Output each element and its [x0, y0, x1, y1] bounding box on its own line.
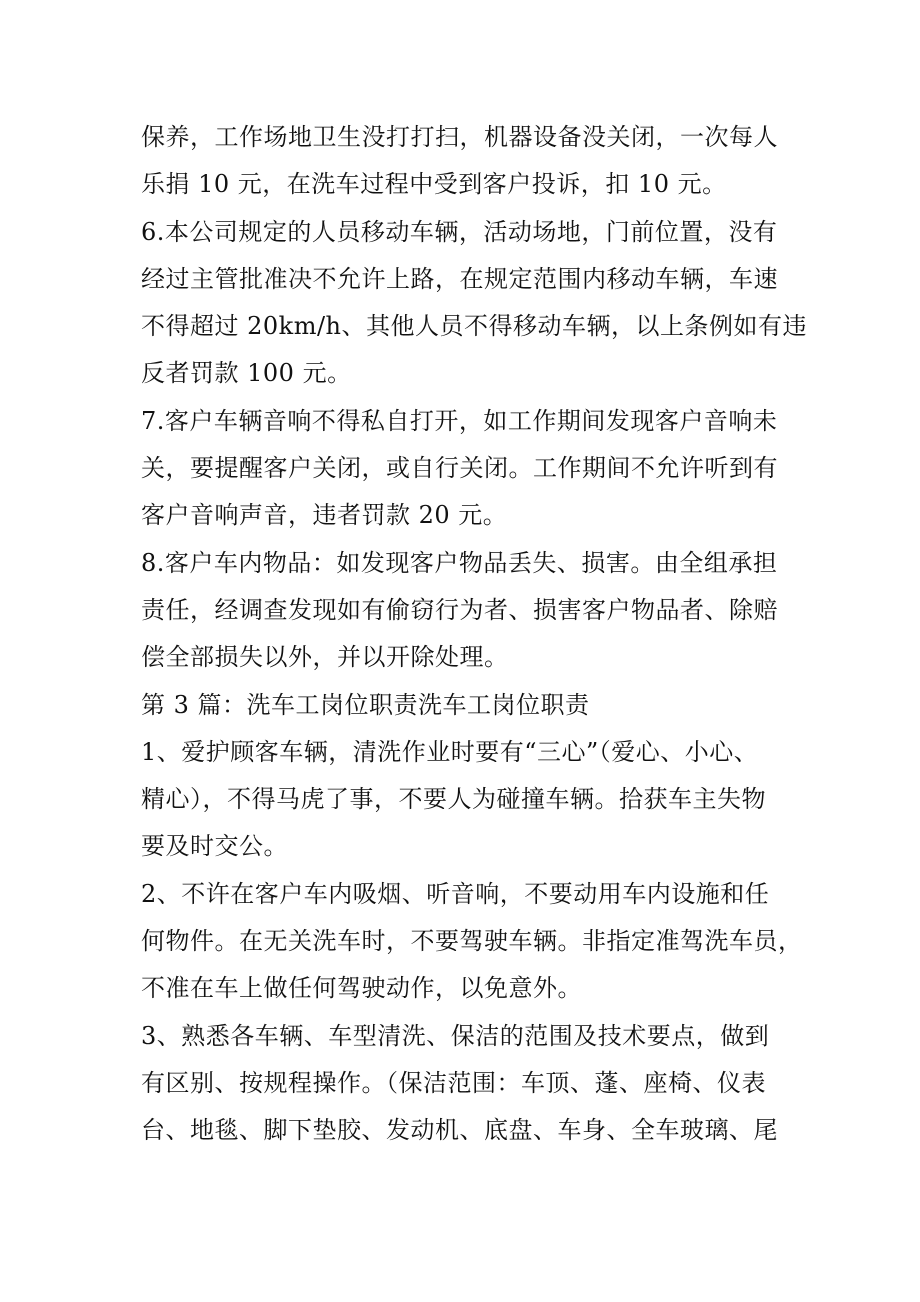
text-line: 责任，经调查发现如有偷窃行为者、损害客户物品者、除赔 — [141, 595, 778, 624]
text-line: 客户音响声音，违者罚款 20 元。 — [141, 501, 508, 530]
text-line: 关，要提醒客户关闭，或自行关闭。工作期间不允许听到有 — [141, 454, 778, 483]
text-line: 不得超过 20km/h、其他人员不得移动车辆，以上条例如有违 — [141, 312, 808, 341]
text-line: 保养，工作场地卫生没打打扫，机器设备没关闭，一次每人 — [141, 123, 778, 151]
text-line: 6.本公司规定的人员移动车辆，活动场地，门前位置，没有 — [141, 217, 778, 246]
text-line: 偿全部损失以外，并以开除处理。 — [141, 643, 509, 672]
text-line: 乐捐 10 元，在洗车过程中受到客户投诉，扣 10 元。 — [141, 170, 727, 199]
text-line: 1、爱护顾客车辆，清洗作业时要有“三心”（爱心、小心、 — [141, 737, 759, 766]
text-line: 经过主管批准决不允许上路，在规定范围内移动车辆，车速 — [141, 264, 778, 293]
text-line: 7.客户车辆音响不得私自打开，如工作期间发现客户音响未 — [141, 406, 778, 435]
text-line: 台、地毯、脚下垫胶、发动机、底盘、车身、全车玻璃、尾 — [141, 1116, 778, 1145]
text-line: 有区别、按规程操作。（保洁范围：车顶、蓬、座椅、仪表 — [141, 1068, 766, 1097]
section-heading: 第 3 篇：洗车工岗位职责洗车工岗位职责 — [141, 690, 590, 719]
text-line: 3、熟悉各车辆、车型清洗、保洁的范围及技术要点，做到 — [141, 1021, 770, 1050]
text-line: 8.客户车内物品：如发现客户物品丢失、损害。由全组承担 — [141, 548, 778, 577]
text-line: 精心），不得马虎了事，不要人为碰撞车辆。拾获车主失物 — [141, 785, 766, 814]
text-line: 反者罚款 100 元。 — [141, 359, 352, 388]
text-line: 何物件。在无关洗车时，不要驾驶车辆。非指定准驾洗车员， — [141, 927, 803, 956]
text-line: 要及时交公。 — [141, 832, 288, 861]
document-body — [141, 114, 808, 1155]
text-line: 2、不许在客户车内吸烟、听音响，不要动用车内设施和任 — [141, 879, 770, 908]
text-line: 不准在车上做任何驾驶动作，以免意外。 — [141, 974, 582, 1003]
